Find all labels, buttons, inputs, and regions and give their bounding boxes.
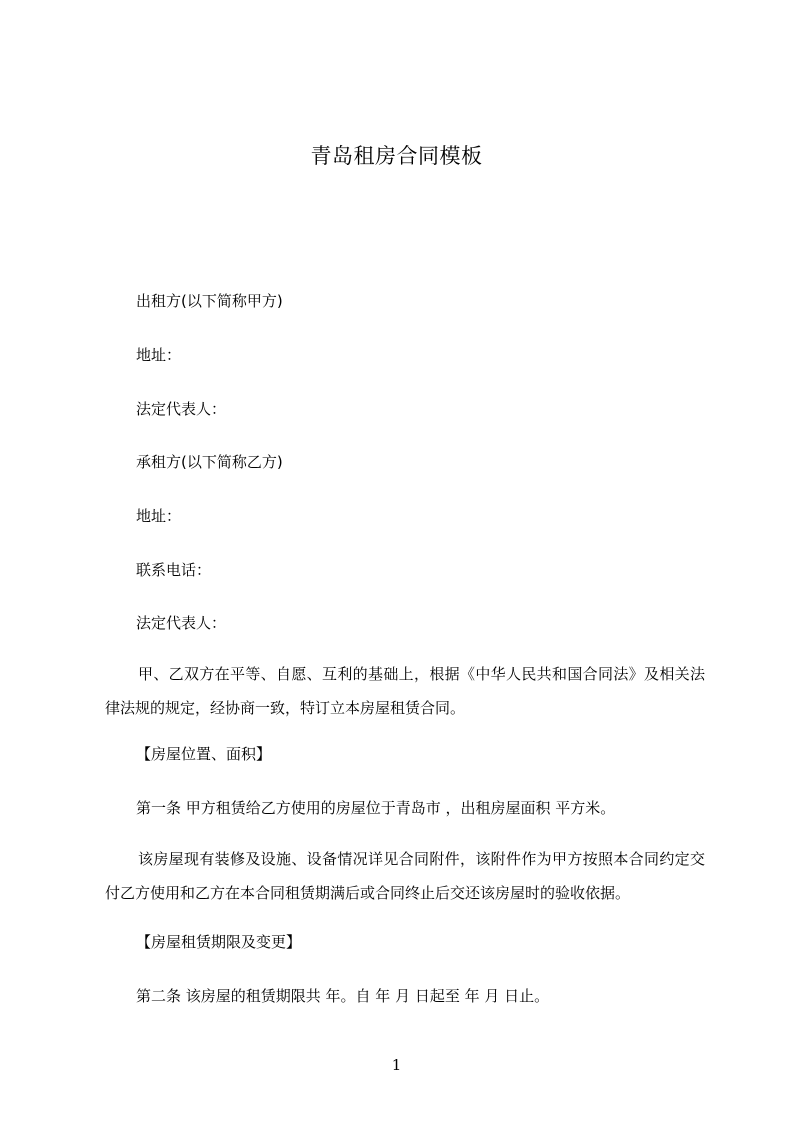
- section-heading-location: 【房屋位置、面积】: [136, 745, 272, 763]
- preamble-paragraph: 甲、乙双方在平等、自愿、互利的基础上，根据《中华人民共和国合同法》及相关法律法规的规定，经协商一致，特订立本房屋租赁合同。: [105, 665, 705, 717]
- article-2: 第二条 该房屋的租赁期限共 年。自 年 月 日起至 年 月 日止。: [136, 987, 550, 1005]
- lessee-address-line: 地址：: [136, 507, 182, 525]
- lessee-phone-line: 联系电话：: [136, 561, 212, 579]
- facilities-paragraph: 该房屋现有装修及设施、设备情况详见合同附件，该附件作为甲方按照本合同约定交付乙方使用和乙方在本合同租赁期满后或合同终止后交还该房屋时的验收依据。: [105, 850, 705, 902]
- page-number: 1: [391, 1056, 402, 1074]
- lessor-legal-rep-line: 法定代表人：: [136, 400, 227, 418]
- lessee-legal-rep-line: 法定代表人：: [136, 614, 227, 632]
- lessor-line: 出租方(以下简称甲方): [136, 292, 283, 310]
- lessee-line: 承租方(以下简称乙方): [136, 453, 283, 471]
- section-heading-term: 【房屋租赁期限及变更】: [136, 933, 302, 951]
- article-1: 第一条 甲方租赁给乙方使用的房屋位于青岛市 ，出租房屋面积 平方米。: [136, 799, 616, 817]
- lessor-address-line: 地址：: [136, 346, 182, 364]
- document-title: 青岛租房合同模板: [310, 144, 483, 168]
